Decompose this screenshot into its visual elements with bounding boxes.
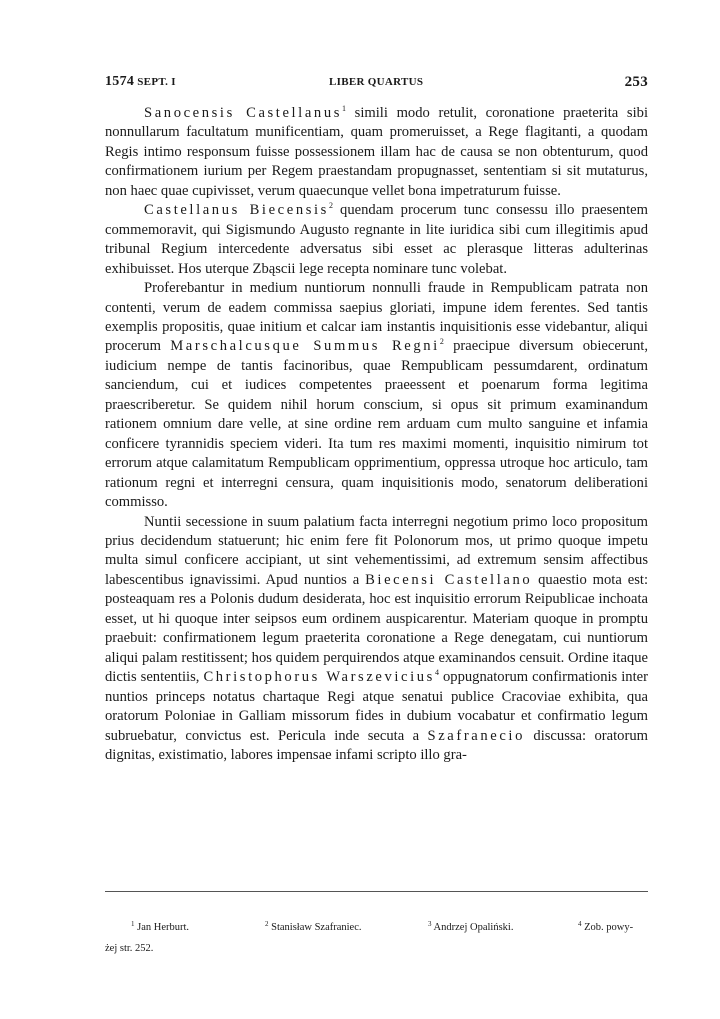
spaced-name: Christophorus Warszevicius: [203, 669, 435, 686]
footnote-3: $^3$ Andrzej Opaliński.: [428, 920, 514, 933]
spaced-name: Szafranecio: [427, 727, 525, 744]
header-day: SEPT. I: [137, 76, 176, 88]
spaced-name: Sanocensis Castellanus: [144, 105, 342, 121]
footnote-row: [105, 938, 648, 959]
paragraph-3: [105, 279, 648, 512]
footnotes: [105, 917, 648, 959]
header-year: 1574: [105, 74, 135, 89]
main-text: [105, 104, 648, 765]
paragraph-1: [105, 104, 648, 201]
paragraph-text: quendam procerum tunc consessu illo praesentem commemoravit, qui Sigismundo Augusto regnante in lite iuridica sibi cum illegitimis apud tribunal Regium intercedente adversatus sibi esset ac plerasque litteras adulterinas exhibuisset. Hos uterque Zbąscii lege recepta nominare tunc volebat.: [105, 202, 648, 277]
paragraph-2: [105, 201, 648, 279]
footnote-ref: 4: [434, 668, 439, 678]
footnote-4-continued: żej str. 252.: [105, 943, 154, 954]
paragraph-text: Proferebantur in medium nuntiorum nonnulli fraude in Rempublicam patrata non contenti, verum de eadem commissa saepius gloriati, impune idem ferentes. Sed tantis exemplis propositis, quae initium et calcar iam instantis inquisitionis esse videbantur, aliqui procerum: [105, 280, 648, 355]
footnote-2: $^2$ Stanisław Szafraniec.: [265, 920, 362, 933]
spaced-name: Marschalcusque Summus Regni: [170, 338, 440, 355]
paragraph-text: quaestio mota est: posteaquam res a Polonis dudum desiderata, hoc est inquisitio errorum Reipublicae inchoata esset, ut hi quoque inter seipsos eum ordinem auspicarentur. Materiam quoque in promptu praebuit: confirmationem legum praeterita coronatione a Rege denegatam, cui nuntiorum aliqui palam restitissent; hos quidem perquirendos atque examinandos censuit. Ordine itaque dictis sententiis,: [105, 571, 648, 686]
header-date: [105, 74, 176, 90]
header-title: LIBER QUARTUS: [329, 76, 424, 88]
page-number: 253: [624, 74, 648, 90]
spaced-name: Biecensi Castellano: [365, 571, 533, 588]
footnote-divider: [105, 891, 648, 892]
paragraph-text: simili modo retulit, coronatione praeterita sibi nonnullarum facultatum munificentiam, quam promeruisset, a Rege flagitanti, a quodam Regis intimo responsum fuisse possessionem illam hac de causa se non obtenturum, quod confirmationem iurium per Regem praestandam propugnasset, sententiam si sit mutaturus, non haec quae cupivisset, verum quaecunque vellet bona impetraturum fuisse.: [105, 105, 648, 199]
paragraph-text: oppugnatorum confirmationis inter nuntios princeps notatus chartaque Regi atque senatui publice Cracoviae exhibita, qua oratorum Poloniae in Galliam missorum fides in dubium vocabatur et confirmatio legum subruebatur, convictus est. Pericula inde secuta a: [105, 669, 648, 744]
footnote-ref: 1: [342, 104, 346, 113]
footnote-1: $^1$ Jan Herburt.: [131, 920, 190, 933]
footnote-ref: 2: [439, 337, 444, 347]
footnote-row: [105, 917, 648, 938]
footnote-4: $^4$ Zob. powy-: [578, 920, 634, 933]
paragraph-4: [105, 513, 648, 766]
page: [105, 72, 648, 765]
footnote-ref: 2: [328, 201, 333, 211]
paragraph-text: discussa: oratorum dignitas, existimatio, labores impensae infami scripto illo gra-: [105, 727, 648, 763]
spaced-name: Castellanus Biecensis: [144, 202, 329, 219]
running-header: [105, 72, 648, 94]
paragraph-text: praecipue diversum obiecerunt, iudicium nempe de tantis facinoribus, quae Rempublicam pessumdarent, ordinatum sanciendum, cui et iudices competentes praeessent et poenarum forma legitima praescriberetur. Se quidem nihil horum conscium, si opus sit primum examinandum rationem omnium dare velle, at sine ordine rem arduam cum multo sanguine et infamia conficere tyrannidis speciem videri. Ita tum res maximi momenti, inquisitio nimirum tot errorum atque calamitatum Rempublicam opprimentium, oppressa utroque hoc articulo, tam rationum regni et interregni censura, quam inquisitionis modo, senatorum deliberationi commisso.: [105, 338, 648, 511]
paragraph-text: Nuntii secessione in suum palatium facta interregni negotium primo loco propositum prius decidendum statuerunt; hic enim fere fit Polonorum mos, ut primo quoque impetu multa simul conficere accipiant, ut sint vehementissimi, ad extremum sensim affectibus labescentibus ignavissimi. Apud nuntios a: [105, 513, 648, 588]
